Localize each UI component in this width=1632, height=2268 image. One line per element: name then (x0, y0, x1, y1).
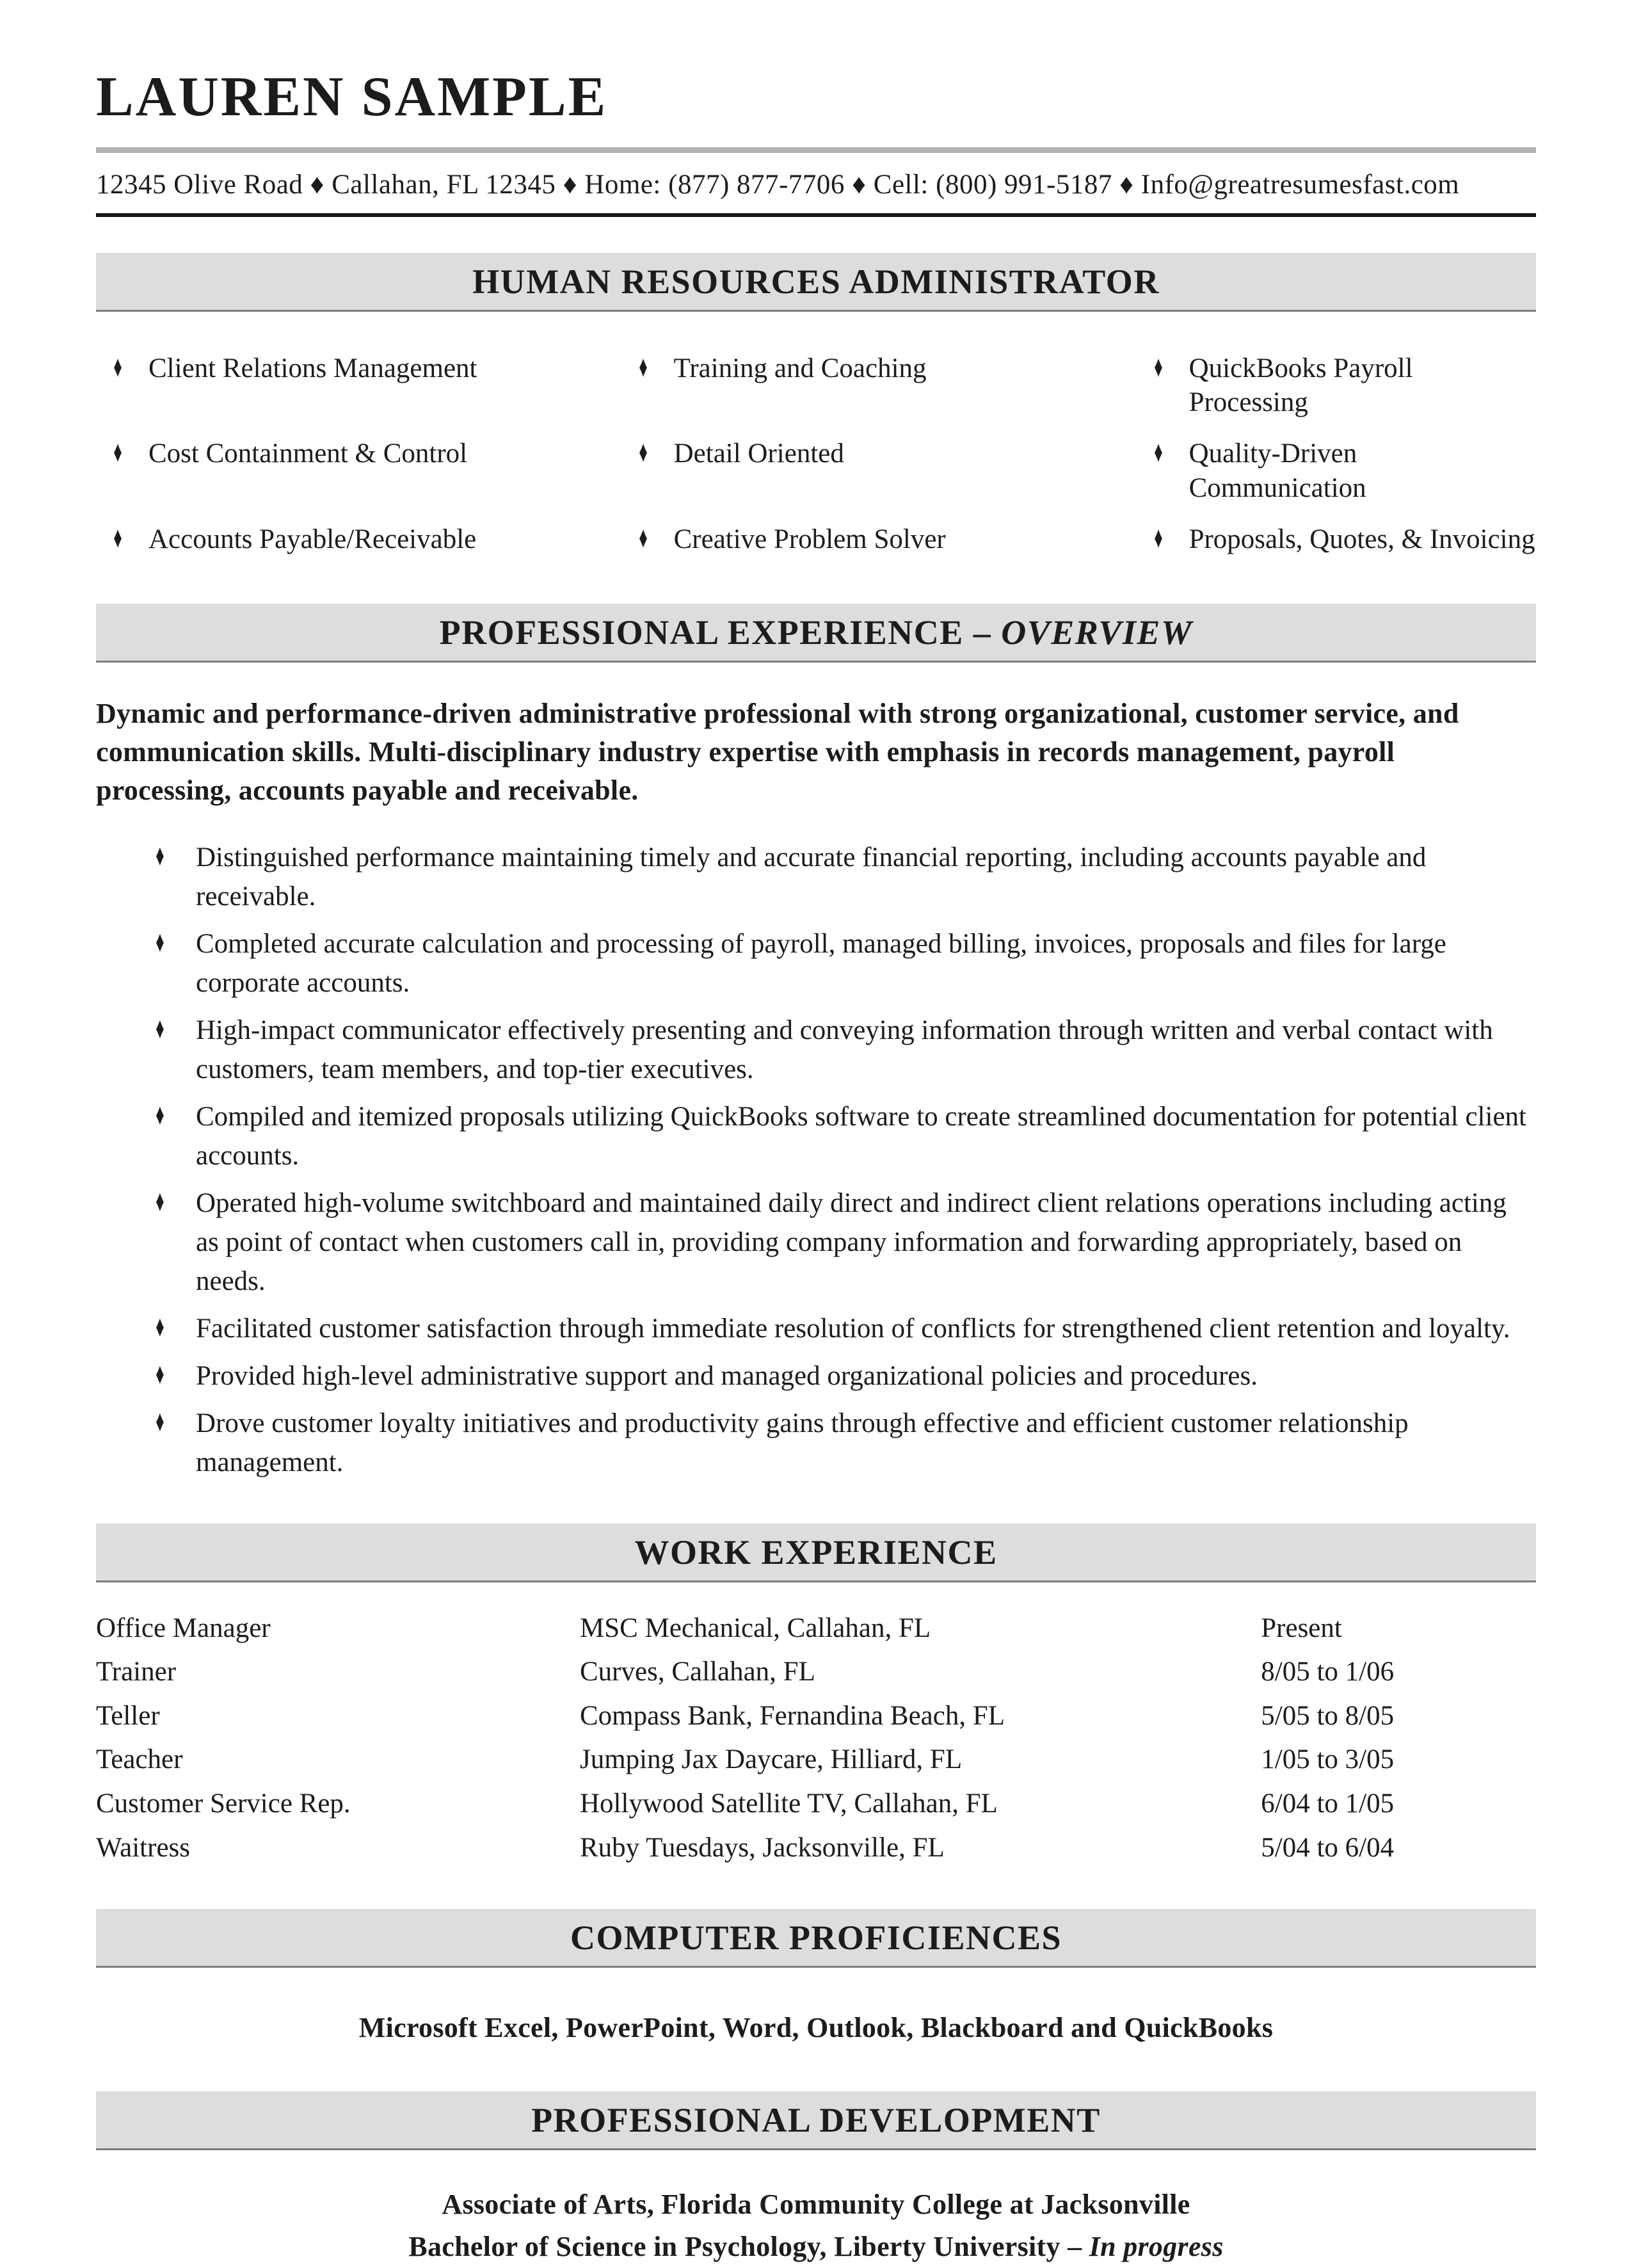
skill-label: QuickBooks Payroll Processing (1188, 353, 1413, 418)
overview-bullet-text: Compiled and itemized proposals utilizing QuickBooks software to create streamlined documentation for potential client accounts. (196, 1102, 1526, 1171)
overview-bullet-item (96, 838, 1536, 916)
section-work-text: WORK EXPERIENCE (634, 1532, 998, 1572)
diamond-bullet-icon: ♦ (113, 350, 122, 383)
overview-bullet-text: Completed accurate calculation and processing of payroll, managed billing, invoices, proposals and files for large corporate accounts. (196, 928, 1446, 998)
job-dates-cell: Present (1261, 1613, 1342, 1643)
section-banner-work (96, 1524, 1536, 1582)
section-banner-computer (96, 1909, 1536, 1968)
skills-grid (96, 351, 1536, 557)
black-divider (96, 213, 1536, 217)
job-company-cell: Compass Bank, Fernandina Beach, FL (580, 1700, 1005, 1731)
diamond-bullet-icon: ♦ (156, 1012, 164, 1045)
diamond-bullet-icon: ♦ (638, 436, 648, 469)
diamond-bullet-icon: ♦ (1153, 436, 1163, 469)
overview-bullet-item (96, 1356, 1536, 1395)
overview-bullet-item (96, 1404, 1536, 1482)
job-company-cell: Jumping Jax Daycare, Hilliard, FL (580, 1744, 963, 1775)
section-overview-main: PROFESSIONAL EXPERIENCE – (439, 613, 1002, 652)
job-title-cell: Teacher (96, 1744, 183, 1775)
job-dates-cell: 5/05 to 8/05 (1261, 1700, 1395, 1731)
skill-item (1146, 522, 1536, 557)
section-computer-text: COMPUTER PROFICIENCES (570, 1918, 1062, 1958)
overview-bullet-text: Provided high-level administrative support and managed organizational policies and procedures. (196, 1361, 1258, 1392)
gray-divider (96, 147, 1536, 153)
overview-bullet-item (96, 1184, 1536, 1301)
overview-bullet-text: Facilitated customer satisfaction through immediate resolution of conflicts for strengthened client retention and loyalty. (196, 1314, 1510, 1344)
overview-bullet-item (96, 1097, 1536, 1175)
job-title-cell: Trainer (96, 1657, 177, 1687)
section-banner-title (96, 253, 1536, 312)
skill-label: Cost Containment & Control (148, 438, 468, 469)
skill-item (630, 437, 1146, 506)
overview-bullet-list (96, 838, 1536, 1483)
skill-item (105, 522, 630, 557)
job-dates-cell: 6/04 to 1/05 (1261, 1788, 1395, 1819)
diamond-bullet-icon: ♦ (156, 839, 164, 873)
diamond-bullet-icon: ♦ (156, 926, 164, 959)
job-title-cell: Office Manager (96, 1613, 271, 1643)
diamond-bullet-icon: ♦ (638, 350, 648, 383)
header (96, 66, 1536, 217)
skill-item (1146, 351, 1536, 421)
job-company-cell: MSC Mechanical, Callahan, FL (580, 1613, 931, 1643)
skill-item (630, 351, 1146, 421)
overview-bullet-text: High-impact communicator effectively presenting and conveying information through written and verbal contact with customers, team members, and top-tier executives. (196, 1015, 1493, 1085)
overview-bullet-item (96, 924, 1536, 1002)
skill-label: Quality-Driven Communication (1188, 438, 1366, 503)
job-company-cell: Curves, Callahan, FL (580, 1657, 815, 1687)
overview-bullet-text: Operated high-volume switchboard and maintained daily direct and indirect client relations operations including acting as point of contact when customers call in, providing company information and forwarding appropriately, based on needs. (196, 1188, 1507, 1297)
diamond-bullet-icon: ♦ (156, 1311, 164, 1344)
job-dates-cell: 8/05 to 1/06 (1261, 1657, 1395, 1687)
job-dates-cell: 5/04 to 6/04 (1261, 1832, 1395, 1863)
work-experience-table (96, 1612, 1536, 1865)
section-development-text: PROFESSIONAL DEVELOPMENT (531, 2101, 1101, 2140)
education-line-2 (96, 2226, 1536, 2268)
job-title-cell: Customer Service Rep. (96, 1788, 351, 1819)
computer-proficiencies-line: Microsoft Excel, PowerPoint, Word, Outlook, Blackboard and QuickBooks (358, 2012, 1274, 2044)
education-block (96, 2184, 1536, 2268)
skill-label: Proposals, Quotes, & Invoicing (1188, 524, 1535, 554)
diamond-bullet-icon: ♦ (156, 1358, 164, 1391)
overview-bullet-item (96, 1309, 1536, 1348)
job-company-cell: Ruby Tuesdays, Jacksonville, FL (580, 1832, 945, 1863)
section-banner-development (96, 2091, 1536, 2150)
job-title-cell: Waitress (96, 1832, 190, 1863)
job-dates-cell: 1/05 to 3/05 (1261, 1744, 1395, 1775)
job-company-cell: Hollywood Satellite TV, Callahan, FL (580, 1788, 998, 1819)
summary-paragraph: Dynamic and performance-driven administrative professional with strong organizational, customer service, and communication skills. Multi-disciplinary industry expertise with emphasis in records management, payroll processing, accounts payable and receivable. (96, 698, 1459, 806)
diamond-bullet-icon: ♦ (156, 1406, 164, 1438)
diamond-bullet-icon: ♦ (638, 521, 648, 554)
skill-label: Detail Oriented (673, 438, 844, 469)
diamond-bullet-icon: ♦ (1153, 521, 1163, 554)
education-line-2-main: Bachelor of Science in Psychology, Liberty University – (408, 2231, 1089, 2263)
job-title-cell: Teller (96, 1700, 160, 1731)
diamond-bullet-icon: ♦ (156, 1098, 164, 1132)
overview-bullet-text: Drove customer loyalty initiatives and productivity gains through effective and efficient customer relationship management. (196, 1408, 1409, 1478)
skill-label: Creative Problem Solver (673, 524, 946, 554)
diamond-bullet-icon: ♦ (113, 521, 122, 554)
contact-line: 12345 Olive Road ♦ Callahan, FL 12345 ♦ Home: (877) 877-7706 ♦ Cell: (800) 991-5187 ♦ Info@greatresumesfast.com (96, 170, 1460, 200)
overview-bullet-item (96, 1011, 1536, 1089)
education-line-2-status: In progress (1089, 2231, 1224, 2263)
skill-label: Accounts Payable/Receivable (148, 524, 477, 554)
diamond-bullet-icon: ♦ (156, 1185, 164, 1218)
diamond-bullet-icon: ♦ (1153, 350, 1163, 383)
overview-bullet-text: Distinguished performance maintaining timely and accurate financial reporting, including accounts payable and receivable. (196, 842, 1427, 912)
candidate-name: LAUREN SAMPLE (96, 66, 608, 128)
diamond-bullet-icon: ♦ (113, 436, 122, 469)
skill-item (1146, 437, 1536, 506)
skill-item (630, 522, 1146, 557)
section-title-text: HUMAN RESOURCES ADMINISTRATOR (472, 262, 1160, 301)
skill-label: Training and Coaching (673, 353, 927, 383)
skill-label: Client Relations Management (148, 353, 477, 383)
skill-item (105, 351, 630, 421)
section-overview-italic: OVERVIEW (1001, 613, 1193, 652)
education-line-1: Associate of Arts, Florida Community College at Jacksonville (442, 2189, 1190, 2221)
skill-item (105, 437, 630, 506)
section-banner-overview (96, 604, 1536, 663)
